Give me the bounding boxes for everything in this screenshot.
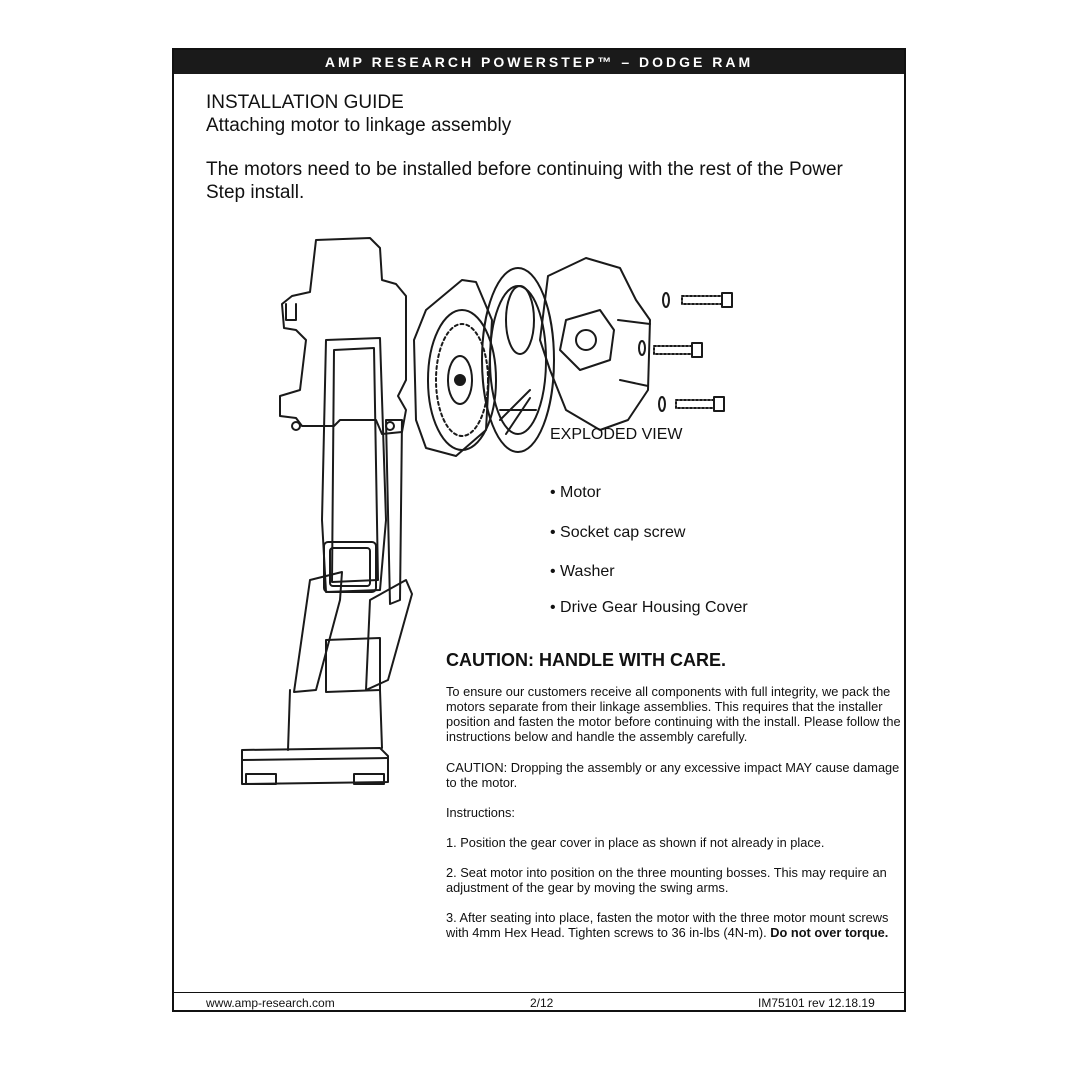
instructions-label: Instructions:: [446, 805, 515, 820]
caution-heading: CAUTION: HANDLE WITH CARE.: [446, 650, 726, 670]
intro-text: The motors need to be installed before continuing with the rest of the Power Step install.: [206, 159, 843, 203]
bullet-drive-gear-housing-cover: • Drive Gear Housing Cover: [550, 599, 748, 616]
bullet-motor: • Motor: [550, 484, 601, 501]
header-bar: AMP RESEARCH POWERSTEP™ – DODGE RAM: [174, 50, 904, 74]
footer-page-number: 2/12: [530, 996, 554, 1010]
swing-bracket: [294, 572, 342, 692]
foot-base: [242, 748, 388, 784]
bracket-plate: [280, 238, 406, 434]
document-page: [172, 48, 906, 1012]
caution-warning: CAUTION: Dropping the assembly or any excessive impact MAY cause damage to the motor.: [446, 760, 900, 790]
caution-paragraph: To ensure our customers receive all components with full integrity, we pack the motors separate from their linkage assemblies. This requires that the installer position and fasten the motor before continuing with the install. Please follow the instructions below and handle the assembly carefully.: [446, 684, 901, 744]
gear-cover: [482, 268, 554, 452]
socket-cap-screw-3: [659, 397, 724, 411]
guide-subtitle: Attaching motor to linkage assembly: [206, 115, 512, 136]
instruction-step-2: 2. Seat motor into position on the three mounting bosses. This may require an adjustment of the gear by moving the swing arms.: [446, 865, 887, 895]
footer-website[interactable]: www.amp-research.com: [206, 996, 335, 1010]
drive-housing: [414, 280, 492, 456]
do-not-over-torque: Do not over torque.: [770, 925, 889, 940]
exploded-view-title: EXPLODED VIEW: [550, 426, 683, 443]
footer-document-id: IM75101 rev 12.18.19: [758, 996, 875, 1010]
socket-cap-screw-1: [663, 293, 732, 307]
bullet-socket-cap-screw: • Socket cap screw: [550, 524, 686, 541]
instruction-step-3: 3. After seating into place, fasten the motor with the three motor mount screws with 4mm Hex Head. Tighten screws to 36 in-lbs (4N-m). Do not over torque.: [446, 910, 889, 940]
footer-divider: [174, 992, 904, 993]
bullet-washer: • Washer: [550, 563, 615, 580]
guide-title: INSTALLATION GUIDE: [206, 92, 404, 113]
instruction-step-1: 1. Position the gear cover in place as shown if not already in place.: [446, 835, 825, 850]
